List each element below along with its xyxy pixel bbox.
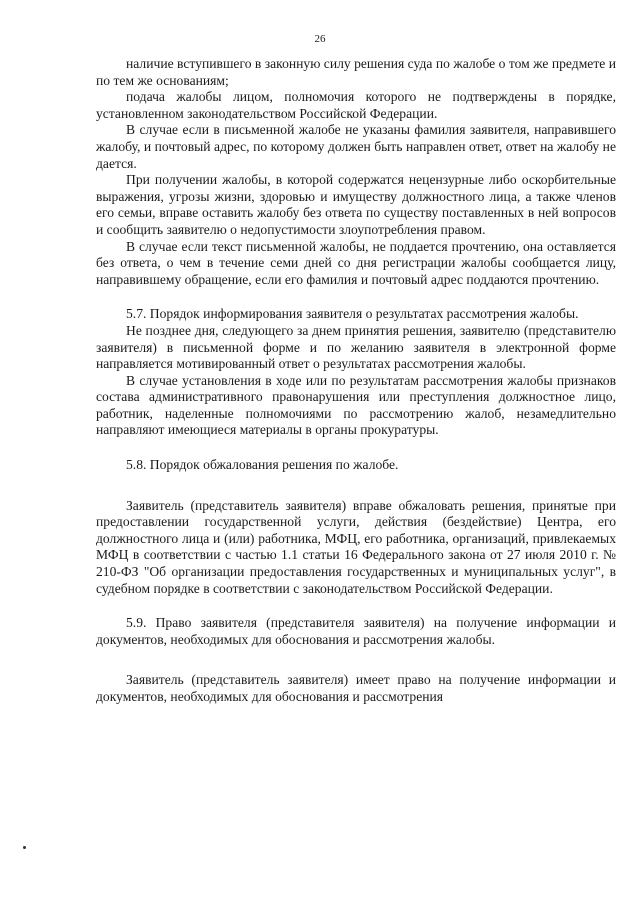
paragraph-judicial-appeal: Заявитель (представитель заявителя) вправе обжаловать решения, принятые при предоставлении государственной услуги, действия (бездействие) Центра, его должностного лица и (или) работника, МФЦ, его работника, организаций, привлекаемых МФЦ в соответствии с частью 1.1 статьи 16 Федерального закона от 27 июля 2010 г. № 210-ФЗ "Об организации предоставления государственных и муниципальных услуг", в судебном порядке в соответствии с законодательством Российской Федерации. bbox=[96, 497, 616, 596]
page-number: 26 bbox=[314, 33, 326, 45]
paragraph-court-decision: наличие вступившего в законную силу решения суда по жалобе о том же предмете и по тем же основаниям; bbox=[96, 56, 616, 88]
paragraph-prosecutor-referral: В случае установления в ходе или по результатам рассмотрения жалобы признаков состава административного правонарушения или преступления должностное лицо, работник, наделенные полномочиями по рассмотрению жалоб, незамедлительно направляют имеющиеся материалы в органы прокуратуры. bbox=[96, 372, 616, 438]
paragraph-unreadable-text: В случае если текст письменной жалобы, не поддается прочтению, она оставляется без ответа, о чем в течение семи дней со дня регистрации жалобы сообщается лицу, направившему обращение, если его фамилия и почтовый адрес поддаются прочтению. bbox=[96, 238, 616, 287]
document-body bbox=[96, 56, 616, 706]
section-heading-5-9: 5.9. Право заявителя (представителя заявителя) на получение информации и документов, необходимых для обоснования и рассмотрения жалобы. bbox=[96, 615, 616, 647]
paragraph-missing-surname: В случае если в письменной жалобе не указаны фамилия заявителя, направившего жалобу, и почтовый адрес, по которому должен быть направлен ответ, ответ на жалобу не дается. bbox=[96, 122, 616, 171]
paragraph-offensive-language: При получении жалобы, в которой содержатся нецензурные либо оскорбительные выражения, угрозы жизни, здоровью и имуществу должностного лица, а также членов его семьи, вправе оставить жалобу без ответа по существу поставленных в ней вопросов и сообщить заявителю о недопустимости злоупотребления правом. bbox=[96, 172, 616, 237]
paragraph-unconfirmed-authority: подача жалобы лицом, полномочия которого не подтверждены в порядке, установленном законодательством Российской Федерации. bbox=[96, 89, 616, 121]
paragraph-right-to-information: Заявитель (представитель заявителя) имеет право на получение информации и документов, необходимых для обоснования и рассмотрения bbox=[96, 672, 616, 704]
scan-speck bbox=[23, 846, 26, 849]
section-heading-5-8: 5.8. Порядок обжалования решения по жалобе. bbox=[126, 457, 399, 473]
section-heading-5-7: 5.7. Порядок информирования заявителя о результатах рассмотрения жалобы. bbox=[126, 306, 579, 322]
paragraph-response-deadline: Не позднее дня, следующего за днем принятия решения, заявителю (представителю заявителя) в письменной форме и по желанию заявителя в электронной форме направляется мотивированный ответ о результатах рассмотрения жалобы. bbox=[96, 322, 616, 372]
